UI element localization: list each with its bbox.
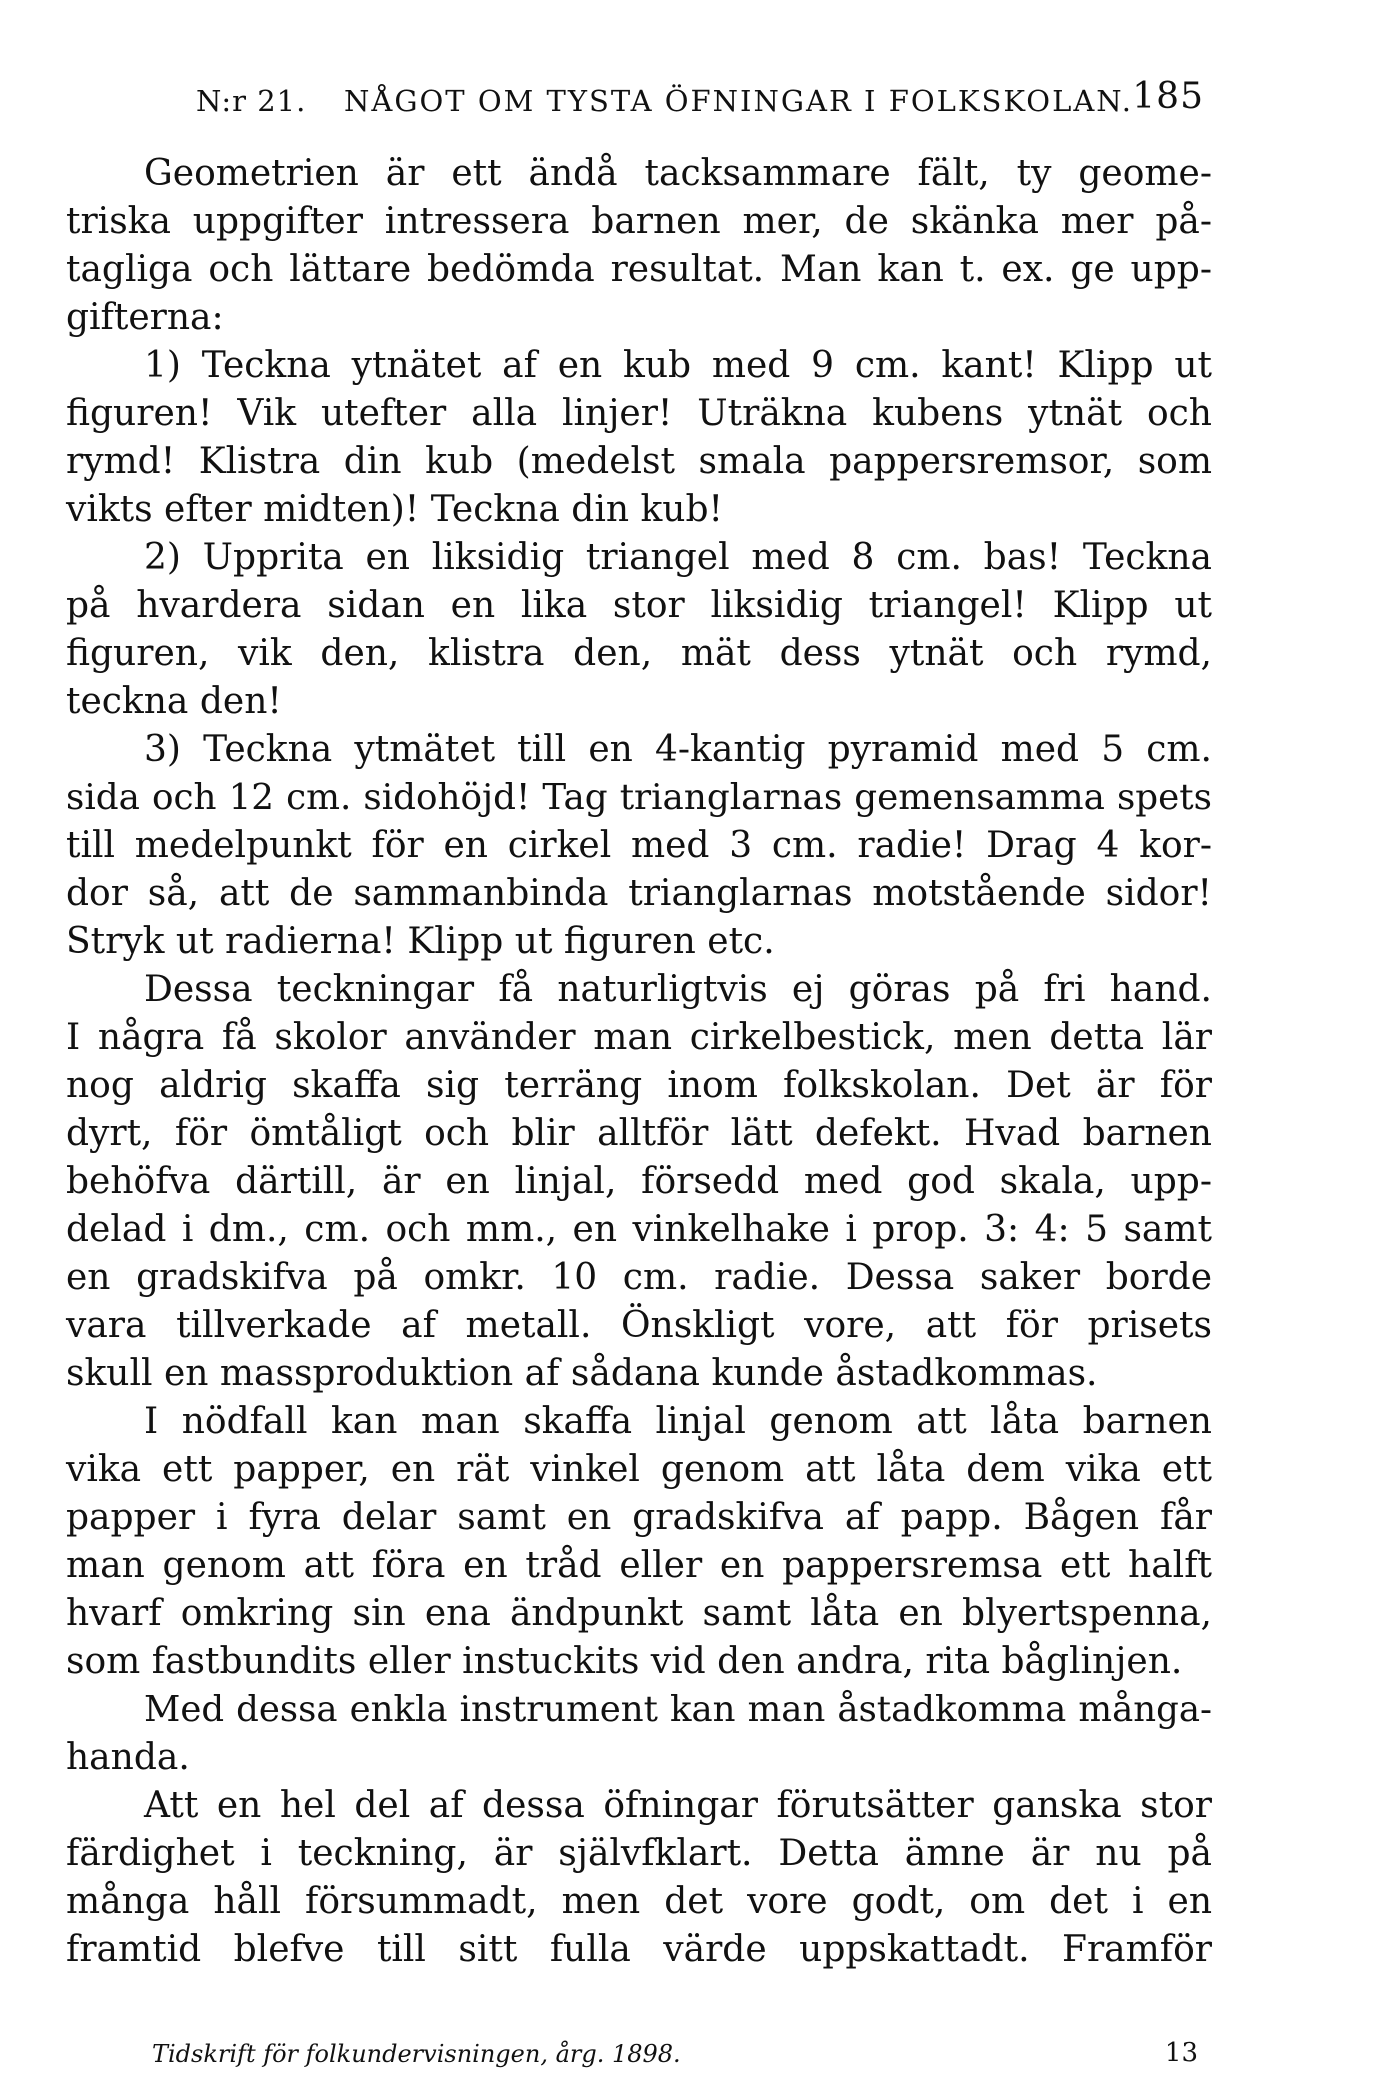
text-line: nog aldrig skaffa sig terräng inom folkskolan. Det är för <box>66 1065 1212 1106</box>
text-line: Geometrien är ett ändå tacksammare fält, ty geome- <box>144 153 1212 194</box>
text-line: vara tillverkade af metall. Önskligt vore, att för prisets <box>66 1305 1212 1346</box>
text-line: Att en hel del af dessa öfningar förutsätter ganska stor <box>144 1785 1212 1826</box>
text-line: I nödfall kan man skaffa linjal genom att låta barnen <box>144 1401 1212 1442</box>
text-line: till medelpunkt för en cirkel med 3 cm. radie! Drag 4 kor- <box>66 825 1212 866</box>
text-line: handa. <box>66 1737 190 1778</box>
text-line: på hvardera sidan en lika stor liksidig triangel! Klipp ut <box>66 585 1212 626</box>
text-line: man genom att föra en tråd eller en pappersremsa ett halft <box>66 1545 1212 1586</box>
text-line: 2) Upprita en liksidig triangel med 8 cm. bas! Teckna <box>144 537 1212 578</box>
text-line: skull en massproduktion af sådana kunde åstadkommas. <box>66 1353 1098 1394</box>
text-line: många håll försummadt, men det vore godt, om det i en <box>66 1881 1212 1922</box>
body-text <box>66 150 1212 1974</box>
text-line: 1) Teckna ytnätet af en kub med 9 cm. kant! Klipp ut <box>144 345 1212 386</box>
text-line: vikts efter midten)! Teckna din kub! <box>66 489 723 530</box>
text-line: gifterna: <box>66 297 224 338</box>
issue-number: N:r 21. <box>196 84 307 118</box>
journal-source: Tidskrift för folkundervisningen, årg. 1898. <box>152 2040 681 2068</box>
text-line: färdighet i teckning, är självfklart. Detta ämne är nu på <box>66 1833 1212 1874</box>
page-number: 185 <box>1132 76 1204 117</box>
text-line: sida och 12 cm. sidohöjd! Tag trianglarnas gemensamma spets <box>66 777 1212 818</box>
text-line: behöfva därtill, är en linjal, försedd med god skala, upp- <box>66 1161 1212 1202</box>
text-line: dor så, att de sammanbinda trianglarnas motstående sidor! <box>66 873 1212 914</box>
text-line: I några få skolor använder man cirkelbestick, men detta lär <box>66 1017 1212 1058</box>
text-line: 3) Teckna ytmätet till en 4-kantig pyramid med 5 cm. <box>144 729 1212 770</box>
signature-mark: 13 <box>1164 2038 1198 2068</box>
running-title: NÅGOT OM TYSTA ÖFNINGAR I FOLKSKOLAN. <box>344 84 1134 118</box>
text-line: som fastbundits eller instuckits vid den andra, rita båglinjen. <box>66 1641 1183 1682</box>
text-line: papper i fyra delar samt en gradskifva af papp. Bågen får <box>66 1497 1212 1538</box>
text-line: teckna den! <box>66 681 282 722</box>
text-line: Dessa teckningar få naturligtvis ej göras på fri hand. <box>144 969 1212 1010</box>
text-line: rymd! Klistra din kub (medelst smala pappersremsor, som <box>66 441 1212 482</box>
text-line: framtid blefve till sitt fulla värde uppskattadt. Framför <box>66 1929 1212 1970</box>
text-line: delad i dm., cm. och mm., en vinkelhake i prop. 3: 4: 5 samt <box>66 1209 1212 1250</box>
text-line: dyrt, för ömtåligt och blir alltför lätt defekt. Hvad barnen <box>66 1113 1212 1154</box>
text-line: figuren! Vik utefter alla linjer! Uträkna kubens ytnät och <box>66 393 1212 434</box>
text-line: hvarf omkring sin ena ändpunkt samt låta en blyertspenna, <box>66 1593 1212 1634</box>
text-line: triska uppgifter intressera barnen mer, de skänka mer på- <box>66 201 1212 242</box>
text-line: tagliga och lättare bedömda resultat. Man kan t. ex. ge upp- <box>66 249 1212 290</box>
text-line: figuren, vik den, klistra den, mät dess ytnät och rymd, <box>66 633 1212 674</box>
running-header <box>66 72 1208 122</box>
text-line: en gradskifva på omkr. 10 cm. radie. Dessa saker borde <box>66 1257 1212 1298</box>
text-line: Stryk ut radierna! Klipp ut figuren etc. <box>66 921 775 962</box>
text-line: Med dessa enkla instrument kan man åstadkomma många- <box>144 1689 1212 1730</box>
page-footer <box>152 2038 1212 2092</box>
text-line: vika ett papper, en rät vinkel genom att låta dem vika ett <box>66 1449 1212 1490</box>
